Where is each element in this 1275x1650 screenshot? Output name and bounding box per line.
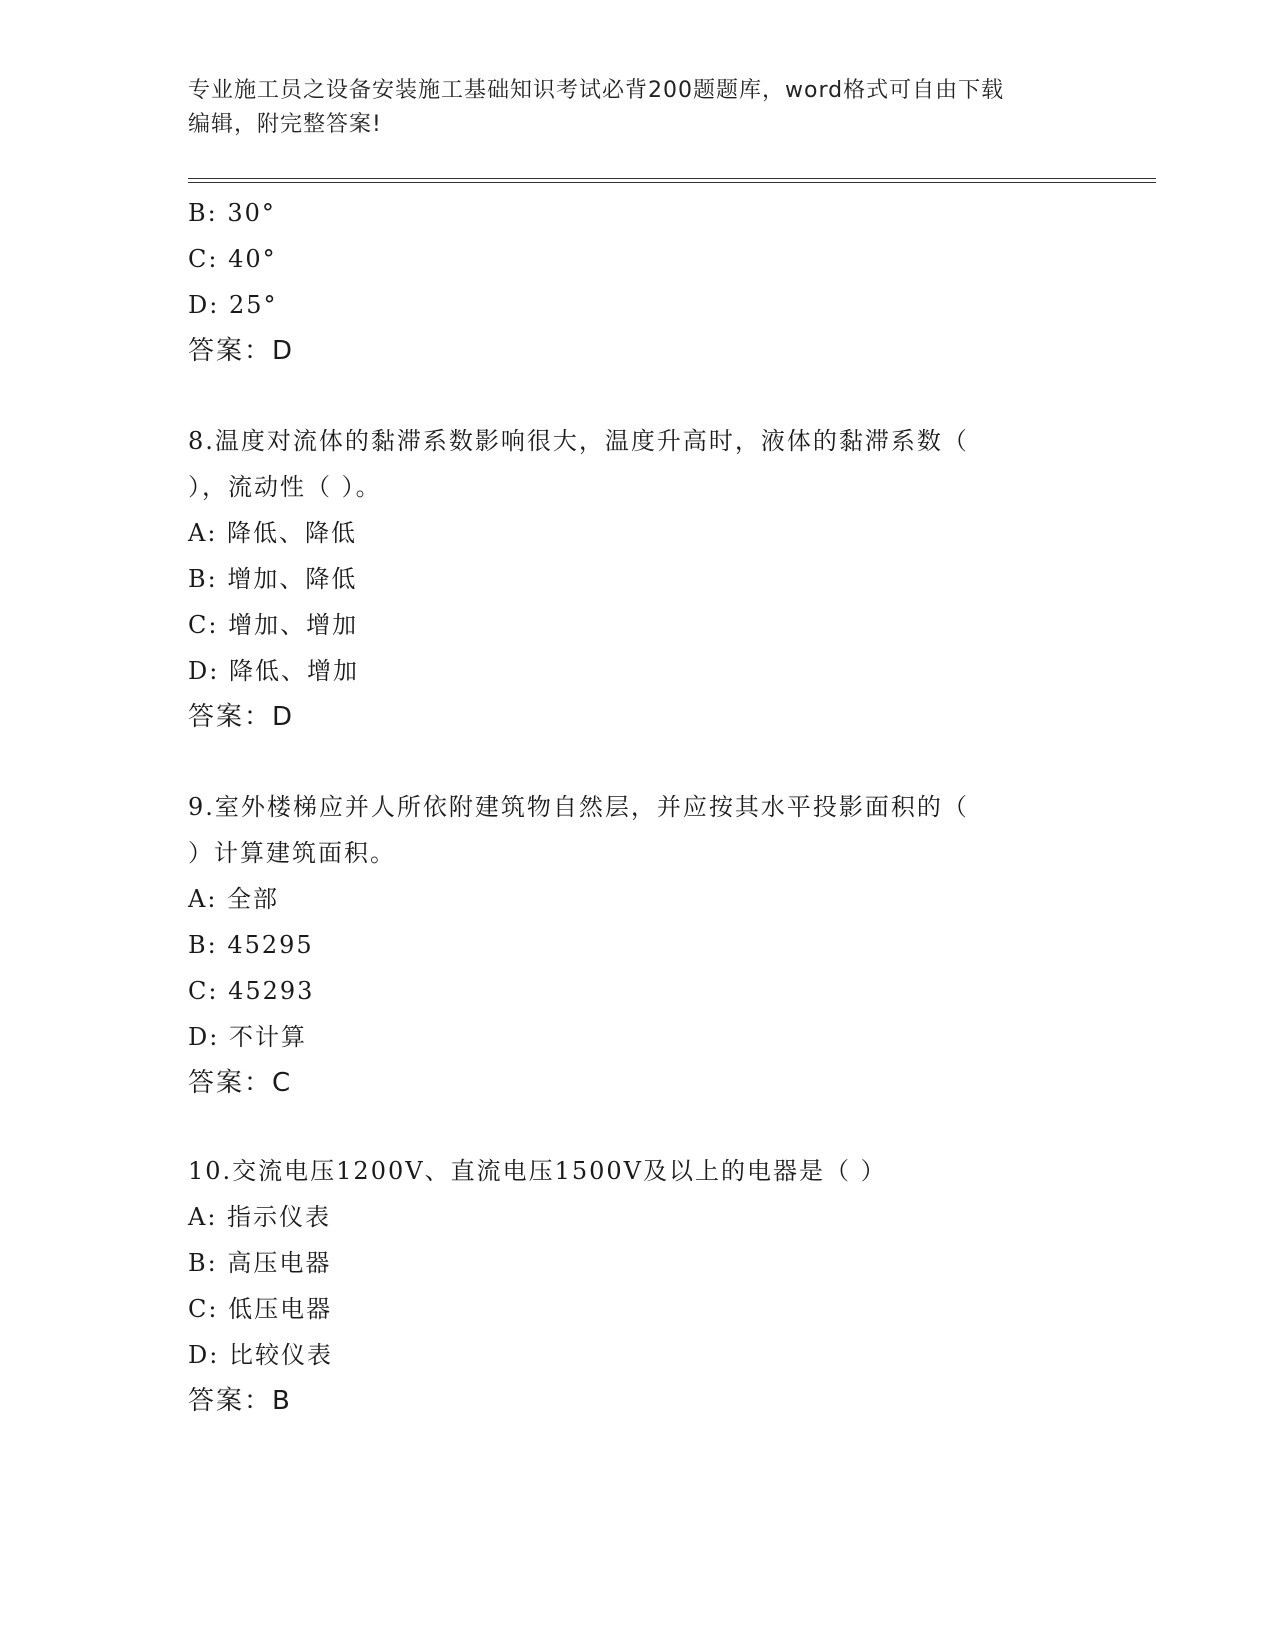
document-body [188,190,1068,1424]
page-header [188,74,1068,142]
option-b: B: 高压电器 [188,1249,332,1277]
option-c: C: 低压电器 [188,1295,333,1323]
answer: 答案：D [188,702,295,732]
option-d: D: 降低、增加 [188,657,359,685]
answer: 答案：D [188,336,295,366]
question-stem-cont: ）计算建筑面积。 [188,839,396,867]
header-line-2: 编辑，附完整答案! [188,112,382,137]
answer: 答案：B [188,1386,292,1416]
question-7-tail [188,190,1068,374]
question-stem-cont: ），流动性（ ）。 [188,473,382,501]
option-b: B: 增加、降低 [188,565,358,593]
option-b: B: 30° [188,199,276,227]
option-c: C: 45293 [188,977,315,1005]
question-stem: 9.室外楼梯应并人所依附建筑物自然层，并应按其水平投影面积的（ [188,793,969,821]
option-c: C: 增加、增加 [188,611,359,639]
option-a: A: 全部 [188,885,280,913]
option-a: A: 降低、降低 [188,519,358,547]
option-d: D: 不计算 [188,1023,307,1051]
question-8 [188,418,1068,740]
question-stem: 8.温度对流体的黏滞系数影响很大，温度升高时，液体的黏滞系数（ [188,427,969,455]
header-line-1: 专业施工员之设备安装施工基础知识考试必背200题题库，word格式可自由下载 [188,78,1005,103]
option-b: B: 45295 [188,931,314,959]
question-9 [188,784,1068,1106]
option-a: A: 指示仪表 [188,1203,332,1231]
option-d: D: 比较仪表 [188,1341,333,1369]
option-c: C: 40° [188,245,277,273]
option-d: D: 25° [188,291,278,319]
question-10 [188,1148,1068,1424]
answer: 答案：C [188,1068,293,1098]
question-stem: 10.交流电压1200V、直流电压1500V及以上的电器是（ ） [188,1157,887,1185]
header-divider [188,178,1156,183]
